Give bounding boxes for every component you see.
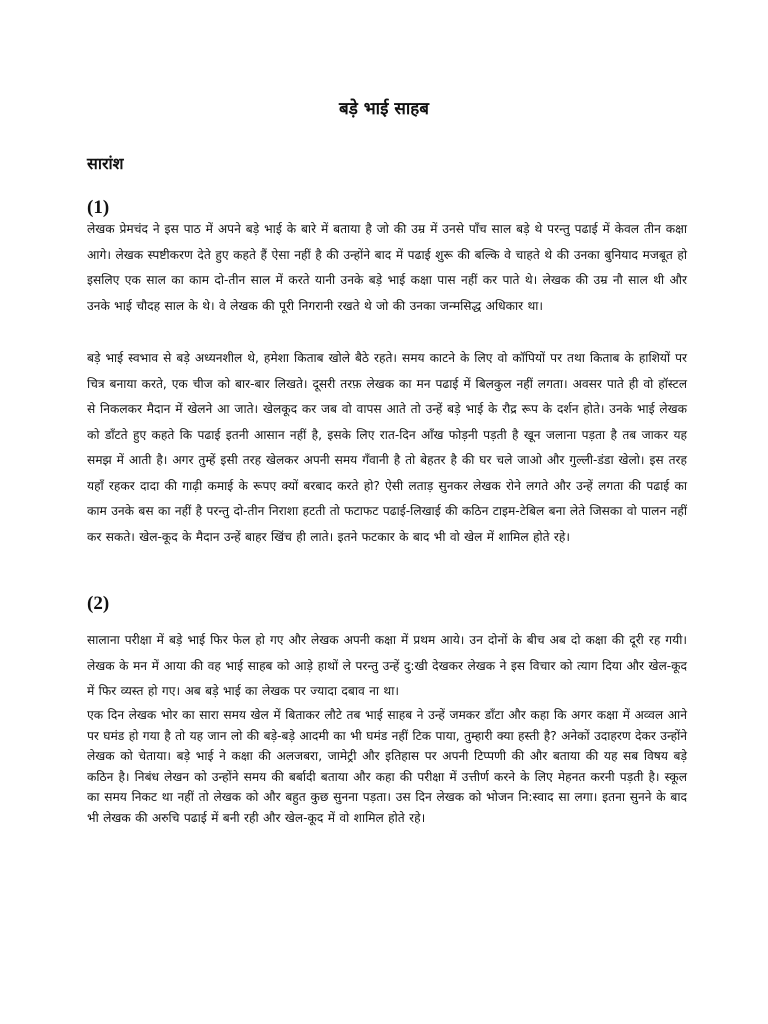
document-title: बड़े भाई साहब — [339, 99, 429, 119]
paragraph-2-2: एक दिन लेखक भोर का सारा समय खेल में बिताकर लौटे तब भाई साहब ने उन्हें जमकर डाँटा और कहा कि अगर कक्षा में अव्वल आने पर घमंड हो गया है तो यह जान लो की बड़े-बड़े आदमी का भी घमंड नहीं टिक पाया, तुम्हारी क्या हस्ती है? अनेकों उदाहरण देकर उन्होंने लेखक को चेताया। बड़े भाई ने कक्षा की अलजबरा, जामेट्री और इतिहास पर अपनी टिप्पणी की और बताया की यह सब विषय बड़े कठिन है। निबंध लेखन को उन्होंने समय की बर्बादी बताया और कहा की परीक्षा में उत्तीर्ण करने के लिए मेहनत करनी पड़ती है। स्कूल का समय निकट था नहीं तो लेखक को और बहुत कुछ सुनना पड़ता। उस दिन लेखक को भोजन नि:स्वाद सा लगा। इतना सुनने के बाद भी लेखक की अरुचि पढाई में बनी रही और खेल-कूद में वो शामिल होते रहे। — [87, 708, 687, 825]
summary-heading: सारांश — [87, 154, 124, 173]
paragraph-2-1: सालाना परीक्षा में बड़े भाई फिर फेल हो गए और लेखक अपनी कक्षा में प्रथम आये। उन दोनों के बीच अब दो कक्षा की दूरी रह गयी। लेखक के मन में आया की वह भाई साहब को आड़े हाथों ले परन्तु उन्हें दु:खी देखकर लेखक ने इस विचार को त्याग दिया और खेल-कूद में फिर व्यस्त हो गए। अब बड़े भाई का लेखक पर ज्यादा दबाव ना था। — [87, 633, 687, 698]
section-number-2: (2) — [87, 593, 110, 614]
paragraph-1-2: बड़े भाई स्वभाव से बड़े अध्यनशील थे, हमेशा किताब खोले बैठे रहते। समय काटने के लिए वो कॉपियों पर तथा किताब के हाशियों पर चित्र बनाया करते, एक चीज को बार-बार लिखते। दूसरी तरफ़ लेखक का मन पढाई में बिलकुल नहीं लगता। अवसर पाते ही वो हॉस्टल से निकलकर मैदान में खेलने आ जाते। खेलकूद कर जब वो वापस आते तो उन्हें बड़े भाई के रौद्र रूप के दर्शन होते। उनके भाई लेखक को डाँटते हुए कहते कि पढाई इतनी आसान नहीं है, इसके लिए रात-दिन आँख फोड़नी पड़ती है खून जलाना पड़ता है तब जाकर यह समझ में आती है। अगर तुम्हें इसी तरह खेलकर अपनी समय गँवानी है तो बेहतर है की घर चले जाओ और गुल्ली-डंडा खेलो। इस तरह यहाँ रहकर दादा की गाढ़ी कमाई के रूपए क्यों बरबाद करते हो? ऐसी लताड़ सुनकर लेखक रोने लगते और उन्हें लगता की पढाई का काम उनके बस का नहीं है परन्तु दो-तीन निराशा हटती तो फटाफट पढाई-लिखाई की कठिन टाइम-टेबिल बना लेते जिसका वो पालन नहीं कर सकते। खेल-कूद के मैदान उन्हें बाहर खिंच ही लाते। इतने फटकार के बाद भी वो खेल में शामिल होते रहे। — [87, 351, 687, 544]
section-number-1: (1) — [87, 197, 110, 218]
paragraph-1-1: लेखक प्रेमचंद ने इस पाठ में अपने बड़े भाई के बारे में बताया है जो की उम्र में उनसे पाँच साल बड़े थे परन्तु पढाई में केवल तीन कक्षा आगे। लेखक स्पष्टीकरण देते हुए कहते हैं ऐसा नहीं है की उन्होंने बाद में पढाई शुरू की बल्कि वे चाहते थे की उनका बुनियाद मजबूत हो इसलिए एक साल का काम दो-तीन साल में करते यानी उनके बड़े भाई कक्षा पास नहीं कर पाते थे। लेखक की उम्र नौ साल थी और उनके भाई चौदह साल के थे। वे लेखक की पूरी निगरानी रखते थे जो की उनका जन्मसिद्ध अधिकार था। — [87, 222, 687, 313]
